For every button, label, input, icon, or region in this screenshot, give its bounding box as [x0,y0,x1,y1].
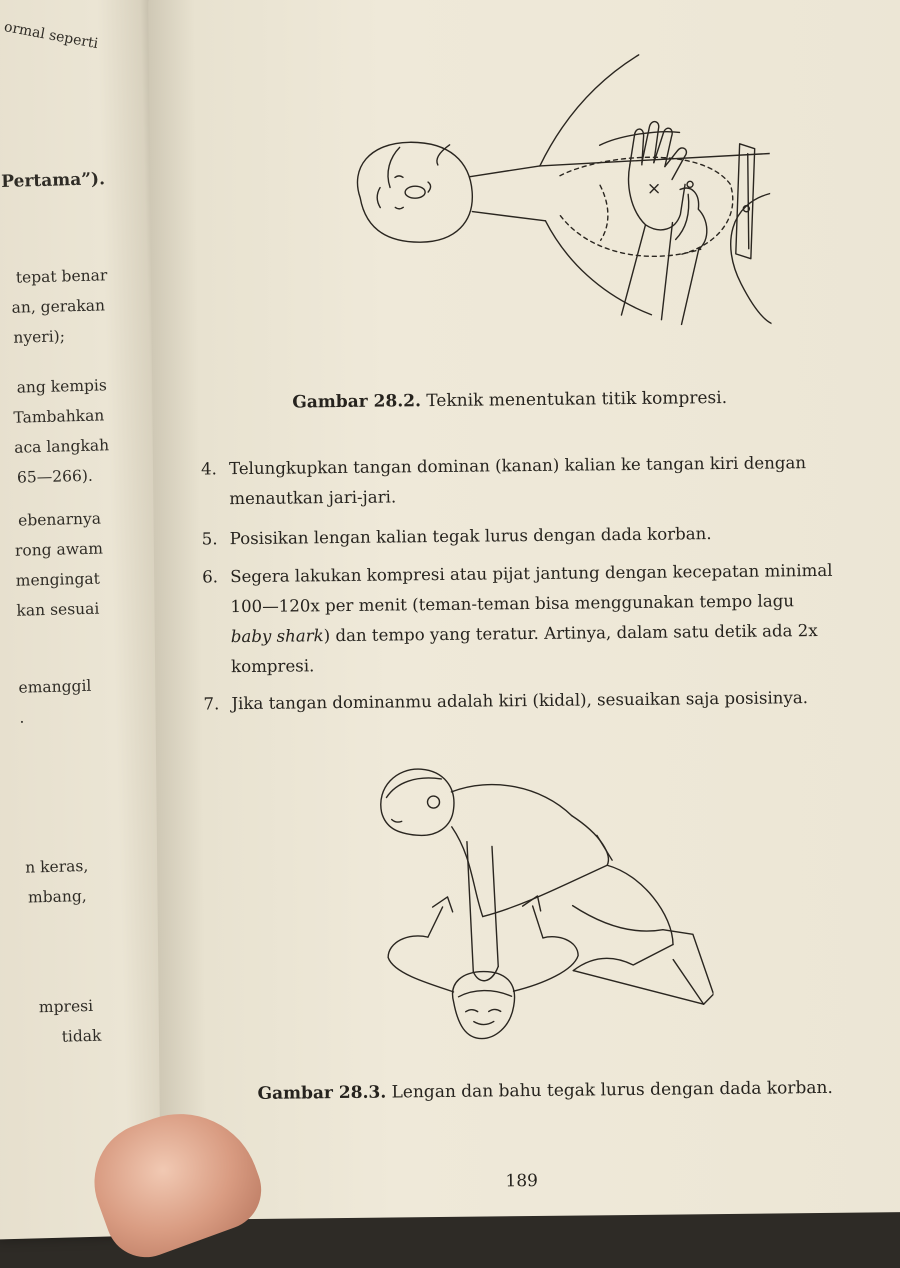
list-item-number: 4. [200,459,217,479]
list-item-line: Telungkupkan tangan dominan (kanan) kalian ke tangan kiri dengan [228,453,807,479]
left-text-fragment: n keras, [25,856,89,877]
figure-cpr-posture-illustration [371,754,714,1068]
list-item-number: 5. [201,529,218,549]
left-text-fragment: . [19,708,25,727]
list-item-line: kompresi. [230,656,315,677]
left-text-fragment: mengingat [15,569,101,590]
left-text-fragment: ang kempis [16,376,108,397]
figure-caption-28-2 [292,388,727,413]
left-text-fragment: ebenarnya [17,509,102,530]
list-item-line: baby shark) dan tempo yang teratur. Artinya, dalam satu detik ada 2x [230,621,818,647]
left-text-fragment: mpresi [38,996,94,1017]
list-item [201,518,802,549]
figure-compression-point-illustration [299,44,772,339]
list-item [202,556,833,677]
list-item-number: 6. [202,567,219,587]
caption-label: Gambar 28.3. [257,1082,387,1104]
left-text-fragment: Pertama”). [1,169,106,192]
left-text-fragment: tepat benar [15,266,108,287]
left-text-fragment: kan sesuai [16,599,100,620]
left-text-fragment: 65—266). [16,466,94,487]
right-page [148,0,900,1220]
list-item [203,683,809,714]
page-number: 189 [505,1170,539,1192]
caption-text: Lengan dan bahu tegak lurus dengan dada korban. [386,1077,833,1103]
list-item-line: menautkan jari-jari. [229,487,397,509]
left-text-fragment: rong awam [14,539,104,560]
caption-text: Teknik menentukan titik kompresi. [420,387,728,412]
list-item-line: Segera lakukan kompresi atau pijat jantung dengan kecepatan minimal [230,560,833,587]
list-item-line: Jika tangan dominanmu adalah kiri (kidal), sesuaikan saja posisinya. [231,688,809,714]
left-text-fragment: ormal seperti [2,19,100,53]
left-text-fragment: mbang, [27,886,87,907]
left-text-fragment: emanggil [18,676,92,697]
caption-label: Gambar 28.2. [292,391,422,413]
left-text-fragment: an, gerakan [11,296,106,317]
list-item-line: Posisikan lengan kalian tegak lurus dengan dada korban. [229,524,712,549]
italic-song-title: baby shark [230,626,324,647]
left-text-fragment: nyeri); [13,327,66,347]
left-text-fragment: aca langkah [14,436,110,457]
figure-caption-28-3 [257,1078,833,1104]
left-text-fragment: tidak [61,1026,102,1046]
left-text-fragment: Tambahkan [13,406,105,427]
list-item [200,448,807,509]
list-item-line: 100—120x per menit (teman-teman bisa menggunakan tempo lagu [230,591,795,617]
list-item-number: 7. [203,694,220,714]
